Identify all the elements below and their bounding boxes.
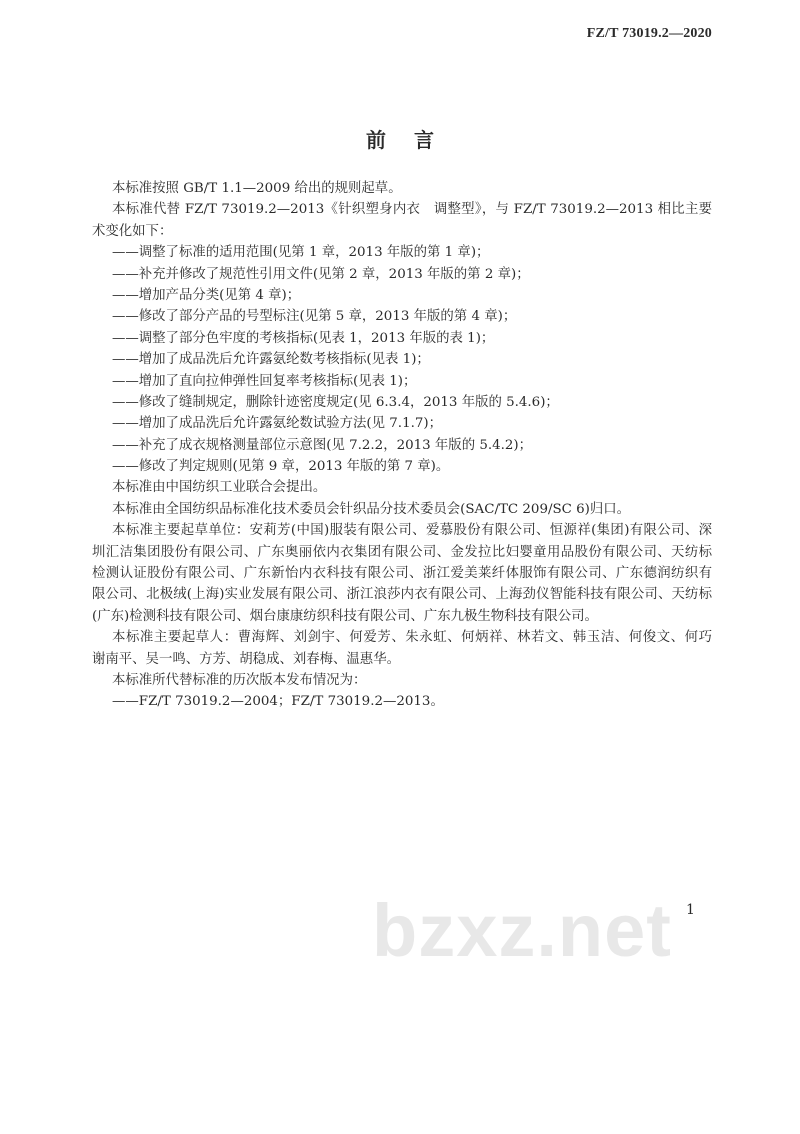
document-body [92, 178, 712, 713]
paragraph [92, 413, 712, 434]
paragraph-line: 本标准主要起草单位：安莉芳(中国)服装有限公司、爱慕股份有限公司、恒源祥(集团)有限公司、深 [112, 523, 712, 539]
paragraph-line: 圳汇洁集团股份有限公司、广东奥丽依内衣集团有限公司、金发拉比妇婴童用品股份有限公司、天纺标 [92, 544, 712, 560]
paragraph-line: 本标准由中国纺织工业联合会提出。 [112, 480, 327, 496]
paragraph [92, 627, 712, 670]
paragraph-line: ——修改了判定规则(见第 9 章，2013 年版的第 7 章)。 [112, 459, 450, 475]
paragraph-line: ——修改了缝制规定，删除针迹密度规定(见 6.3.4，2013 年版的 5.4.6)； [112, 394, 559, 410]
paragraph [92, 371, 712, 392]
paragraph [92, 520, 712, 627]
paragraph-line: ——增加产品分类(见第 4 章)； [112, 287, 301, 303]
paragraph [92, 242, 712, 263]
paragraph-line: 本标准代替 FZ/T 73019.2—2013《针织塑身内衣 调整型》，与 FZ/T 73019.2—2013 相比主要 [112, 202, 712, 218]
paragraph-line: 本标准由全国纺织品标准化技术委员会针织品分技术委员会(SAC/TC 209/SC 6)归口。 [112, 501, 631, 517]
paragraph-line: 本标准按照 GB/T 1.1—2009 给出的规则起草。 [112, 181, 402, 196]
paragraph-line: ——增加了成品洗后允许露氨纶数试验方法(见 7.1.7)； [112, 416, 442, 432]
paragraph-line: 限公司、北极绒(上海)实业发展有限公司、浙江浪莎内衣有限公司、上海劲仪智能科技有限公司、天纺标 [92, 587, 712, 603]
page-title: 前言 [366, 128, 462, 152]
paragraph [92, 178, 712, 199]
paragraph-line: ——调整了标准的适用范围(见第 1 章，2013 年版的第 1 章)； [112, 245, 490, 261]
paragraph-line: ——修改了部分产品的号型标注(见第 5 章，2013 年版的第 4 章)； [112, 309, 517, 325]
paragraph [92, 499, 712, 520]
paragraph-line: 谢南平、吴一鸣、方芳、胡稳成、刘春梅、温惠华。 [92, 651, 400, 667]
paragraph-line: 检测认证股份有限公司、广东新怡内衣科技有限公司、浙江爱美莱纤体服饰有限公司、广东德润纺织有 [92, 566, 712, 582]
paragraph [92, 456, 712, 477]
paragraph-line: 本标准主要起草人：曹海辉、刘剑宇、何爱芳、朱永虹、何炳祥、林若文、韩玉洁、何俊文、何巧 [112, 630, 712, 646]
paragraph [92, 199, 712, 242]
paragraph-line: 术变化如下： [92, 223, 173, 239]
paragraph-line: ——FZ/T 73019.2—2004；FZ/T 73019.2—2013。 [112, 694, 444, 710]
paragraph-line: ——增加了成品洗后允许露氨纶数考核指标(见表 1)； [112, 352, 430, 368]
paragraph [92, 435, 712, 456]
paragraph [92, 328, 712, 349]
paragraph [92, 306, 712, 327]
standard-code: FZ/T 73019.2—2020 [586, 26, 712, 41]
paragraph-line: ——补充并修改了规范性引用文件(见第 2 章，2013 年版的第 2 章)； [112, 266, 530, 282]
watermark: bzxz.net [372, 889, 672, 972]
paragraph [92, 477, 712, 498]
paragraph [92, 392, 712, 413]
paragraph [92, 264, 712, 285]
paragraph-line: (广东)检测科技有限公司、烟台康康纺织科技有限公司、广东九极生物科技有限公司。 [92, 608, 598, 624]
paragraph-line: ——调整了部分色牢度的考核指标(见表 1，2013 年版的表 1)； [112, 330, 495, 346]
paragraph-line: ——增加了直向拉伸弹性回复率考核指标(见表 1)； [112, 373, 417, 389]
paragraph-line: ——补充了成衣规格测量部位示意图(见 7.2.2，2013 年版的 5.4.2)； [112, 437, 533, 453]
paragraph-line: 本标准所代替标准的历次版本发布情况为： [112, 672, 367, 688]
paragraph [92, 691, 712, 712]
paragraph [92, 285, 712, 306]
page-number: 1 [686, 902, 695, 918]
paragraph [92, 349, 712, 370]
paragraph [92, 670, 712, 691]
